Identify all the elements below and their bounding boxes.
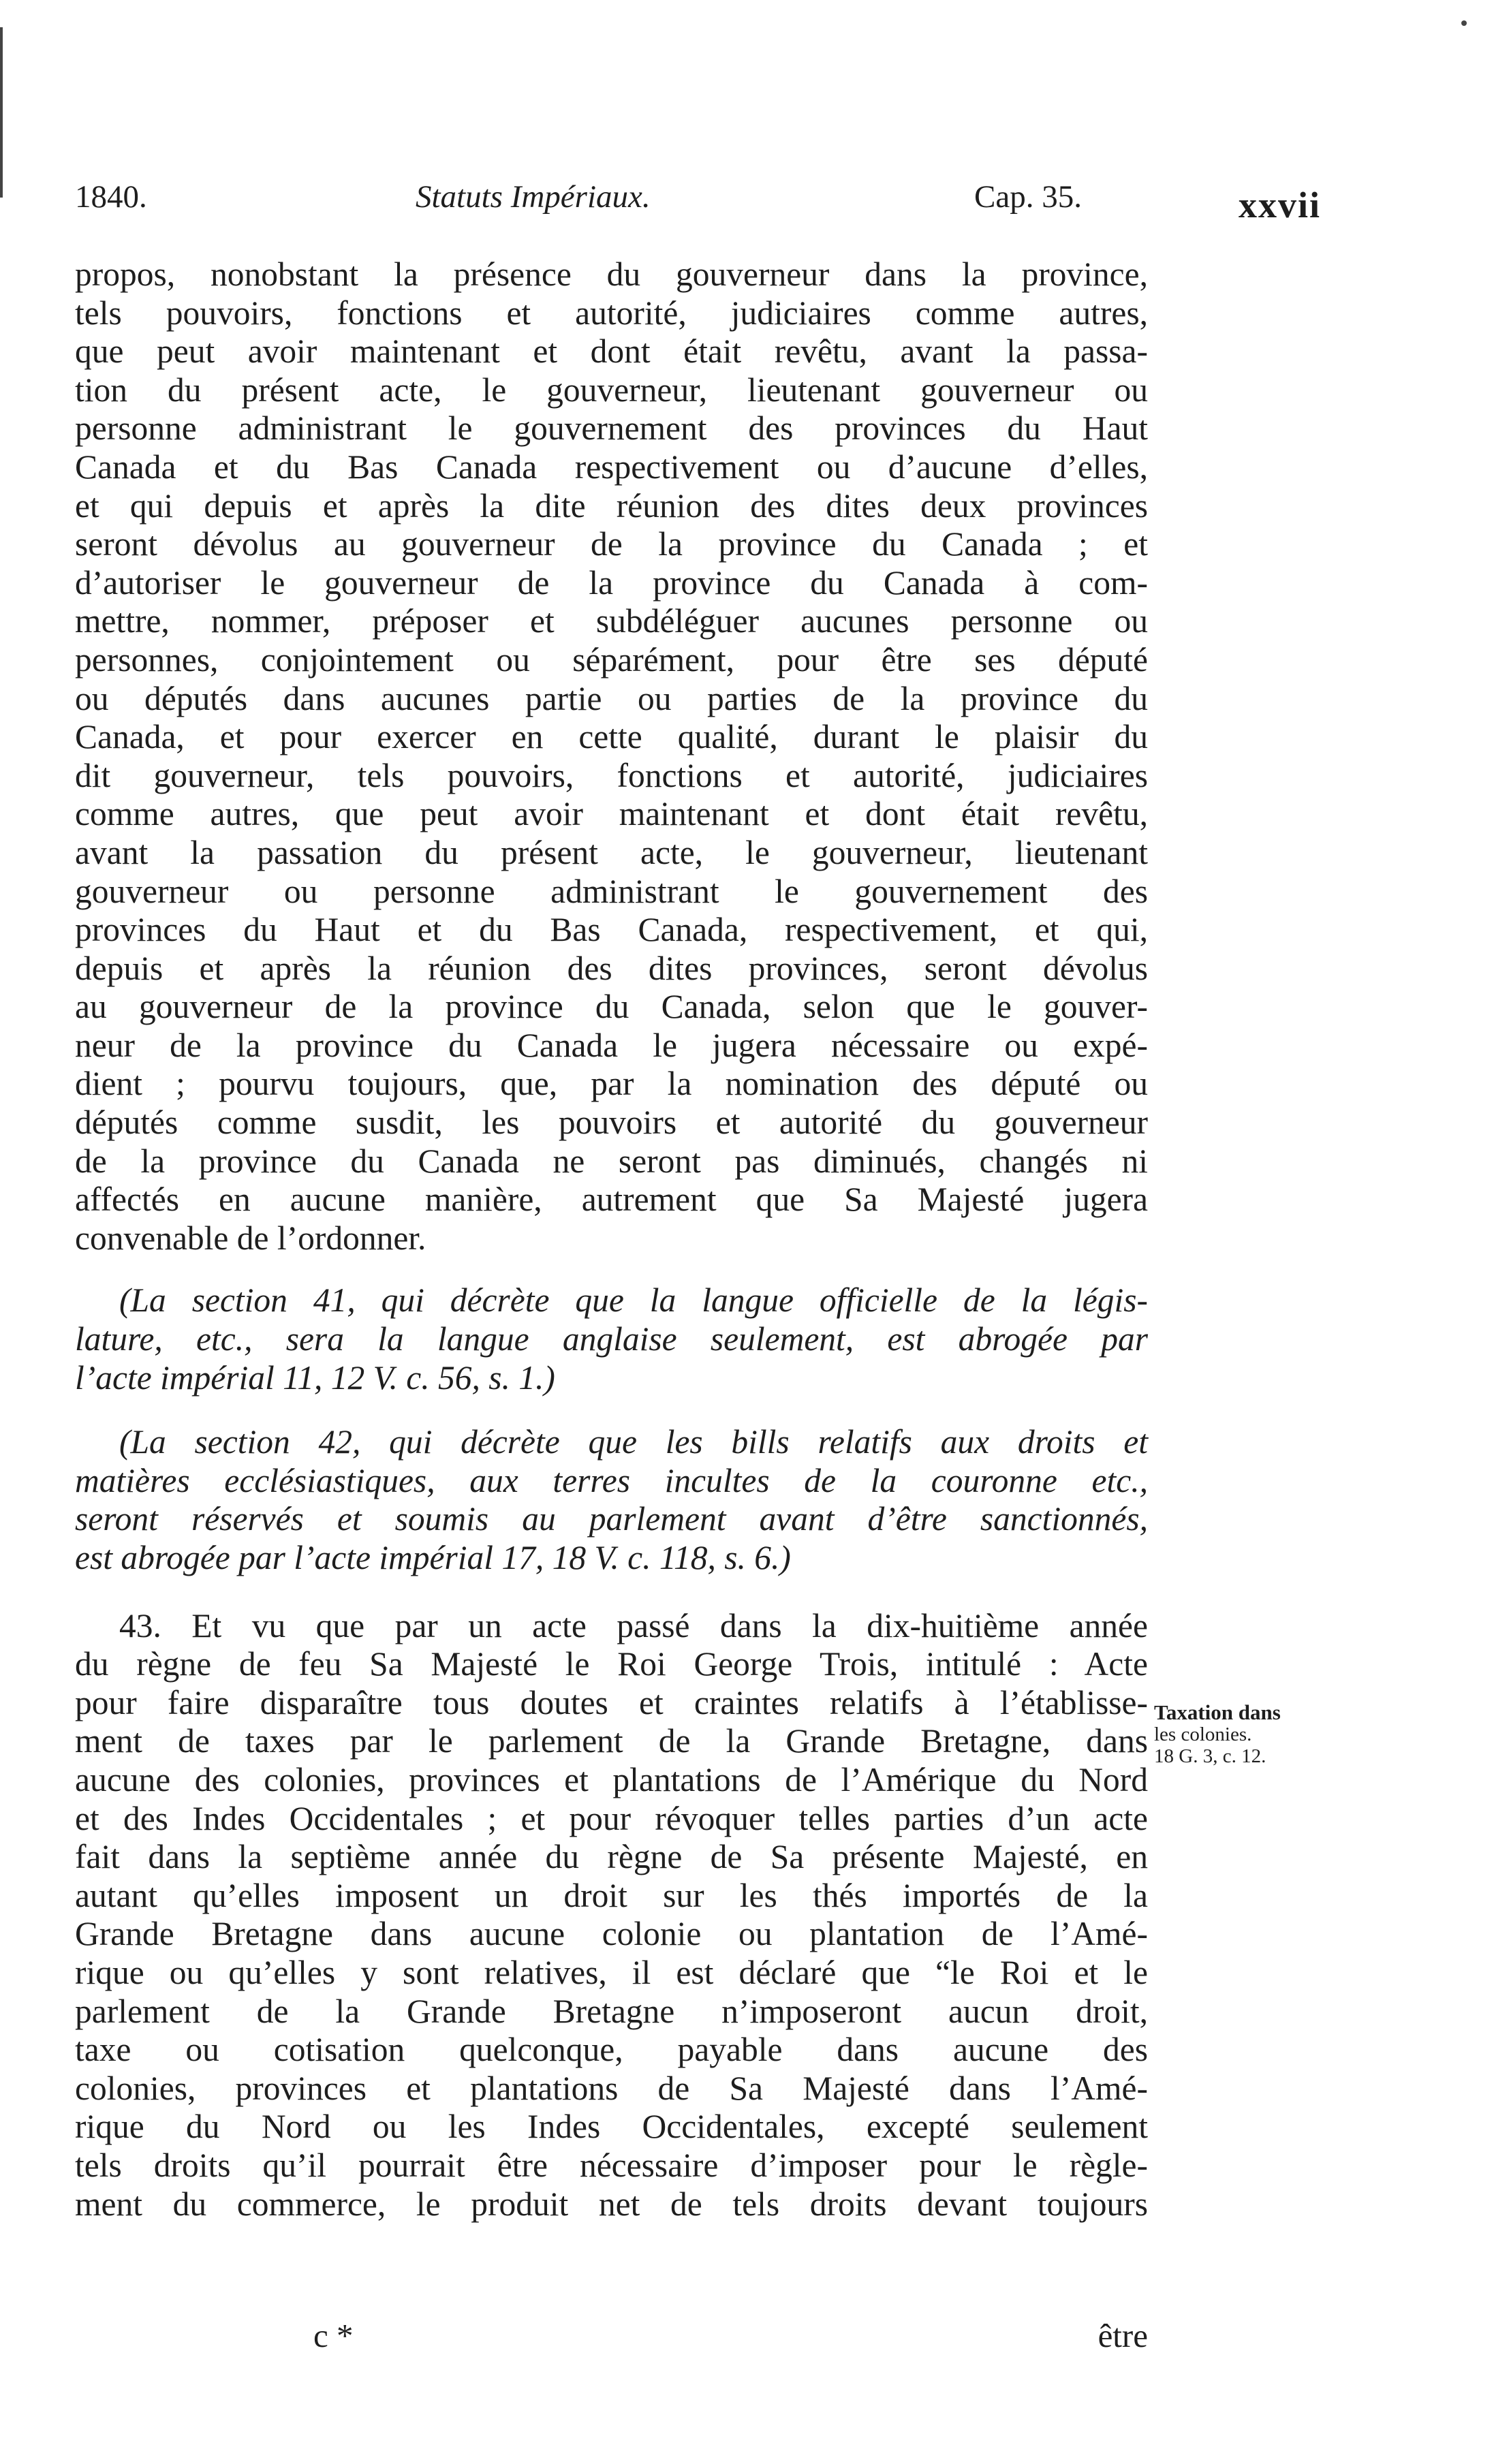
main-paragraph-line: dient ; pourvu toujours, que, par la nomination des député ou bbox=[75, 1065, 1148, 1103]
section-43-line: pour faire disparaître tous doutes et craintes relatifs à l’établisse- bbox=[75, 1683, 1148, 1721]
page-body bbox=[75, 255, 1148, 2224]
margin-note-title: Taxation dans bbox=[1154, 1700, 1281, 1724]
main-paragraph-line: que peut avoir maintenant et dont était revêtu, avant la passa- bbox=[75, 332, 1148, 371]
main-paragraph-line: neur de la province du Canada le jugera nécessaire ou expé- bbox=[75, 1026, 1148, 1064]
main-paragraph-line: provinces du Haut et du Bas Canada, respectivement, et qui, bbox=[75, 911, 1148, 949]
main-paragraph-line: depuis et après la réunion des dites provinces, seront dévolus bbox=[75, 949, 1148, 987]
section-43-line: fait dans la septième année du règne de Sa présente Majesté, en bbox=[75, 1838, 1148, 1876]
section-43-line: ment de taxes par le parlement de la Grande Bretagne, dans bbox=[75, 1722, 1148, 1760]
main-paragraph bbox=[75, 255, 1148, 1258]
note-42-line: seront réservés et soumis au parlement avant d’être sanctionnés, bbox=[75, 1500, 1148, 1538]
main-paragraph-line: de la province du Canada ne seront pas diminués, changés ni bbox=[75, 1142, 1148, 1180]
section-43-line: Grande Bretagne dans aucune colonie ou plantation de l’Amé- bbox=[75, 1915, 1148, 1953]
section-43-line: parlement de la Grande Bretagne n’imposeront aucun droit, bbox=[75, 1992, 1148, 2030]
main-paragraph-line: tels pouvoirs, fonctions et autorité, judiciaires comme autres, bbox=[75, 294, 1148, 332]
main-paragraph-line: tion du présent acte, le gouverneur, lieutenant gouverneur ou bbox=[75, 371, 1148, 409]
main-paragraph-line: ou députés dans aucunes partie ou parties de la province du bbox=[75, 679, 1148, 717]
main-paragraph-line: affectés en aucune manière, autrement que Sa Majesté jugera bbox=[75, 1181, 1148, 1219]
header-chapter: Cap. 35. bbox=[974, 179, 1082, 215]
signature-mark: c * bbox=[313, 2317, 354, 2354]
section-43-line: et des Indes Occidentales ; et pour révoquer telles parties d’un acte bbox=[75, 1799, 1148, 1837]
main-paragraph-line: gouverneur ou personne administrant le gouvernement des bbox=[75, 872, 1148, 910]
main-paragraph-line: personnes, conjointement ou séparément, pour être ses député bbox=[75, 640, 1148, 679]
section-43-line: autant qu’elles imposent un droit sur les thés importés de la bbox=[75, 1876, 1148, 1914]
page-number: xxvii bbox=[1239, 185, 1322, 225]
section-43-line: du règne de feu Sa Majesté le Roi George Trois, intitulé : Acte bbox=[75, 1645, 1148, 1683]
main-paragraph-line: personne administrant le gouvernement des provinces du Haut bbox=[75, 409, 1148, 448]
note-42-line: (La section 42, qui décrète que les bills relatifs aux droits et bbox=[119, 1423, 1148, 1461]
page-footer bbox=[75, 2316, 1148, 2357]
main-paragraph-line: avant la passation du présent acte, le gouverneur, lieutenant bbox=[75, 833, 1148, 871]
main-paragraph-line: députés comme susdit, les pouvoirs et autorité du gouverneur bbox=[75, 1104, 1148, 1142]
margin-note bbox=[1154, 1702, 1331, 1767]
section-43-line: taxe ou cotisation quelconque, payable dans aucune des bbox=[75, 2031, 1148, 2069]
header-year: 1840. bbox=[75, 179, 147, 215]
main-paragraph-line: Canada et du Bas Canada respectivement ou d’aucune d’elles, bbox=[75, 448, 1148, 486]
section-43-line: tels droits qu’il pourrait être nécessaire d’imposer pour le règle- bbox=[75, 2146, 1148, 2184]
main-paragraph-line: convenable de l’ordonner. bbox=[75, 1219, 426, 1257]
note-section-42 bbox=[75, 1423, 1148, 1577]
note-42-line: matières ecclésiastiques, aux terres incultes de la couronne etc., bbox=[75, 1461, 1148, 1499]
section-43-line: ment du commerce, le produit net de tels droits devant toujours bbox=[75, 2185, 1148, 2223]
section-43-line: rique ou qu’elles y sont relatives, il est déclaré que “le Roi et le bbox=[75, 1953, 1148, 1991]
scan-edge-mark bbox=[0, 27, 3, 198]
note-41-line: (La section 41, qui décrète que la langue officielle de la légis- bbox=[119, 1281, 1148, 1320]
main-paragraph-line: propos, nonobstant la présence du gouverneur dans la province, bbox=[75, 255, 1148, 293]
header-title: Statuts Impériaux. bbox=[416, 179, 651, 215]
catchword: être bbox=[1098, 2317, 1148, 2354]
section-43-line: aucune des colonies, provinces et plantations de l’Amérique du Nord bbox=[75, 1760, 1148, 1798]
main-paragraph-line: au gouverneur de la province du Canada, selon que le gouver- bbox=[75, 988, 1148, 1026]
main-paragraph-line: comme autres, que peut avoir maintenant et dont était revêtu, bbox=[75, 795, 1148, 833]
running-header bbox=[75, 178, 1145, 233]
note-section-41 bbox=[75, 1281, 1148, 1397]
main-paragraph-line: seront dévolus au gouverneur de la province du Canada ; et bbox=[75, 525, 1148, 563]
note-41-line: l’acte impérial 11, 12 V. c. 56, s. 1.) bbox=[75, 1358, 555, 1397]
main-paragraph-line: Canada, et pour exercer en cette qualité, durant le plaisir du bbox=[75, 718, 1148, 756]
main-paragraph-line: dit gouverneur, tels pouvoirs, fonctions et autorité, judiciaires bbox=[75, 756, 1148, 794]
section-43-line: colonies, provinces et plantations de Sa Majesté dans l’Amé- bbox=[75, 2069, 1148, 2107]
scan-corner-dot bbox=[1461, 20, 1467, 26]
note-41-line: lature, etc., sera la langue anglaise seulement, est abrogée par bbox=[75, 1320, 1148, 1358]
margin-note-subtitle: les colonies. bbox=[1154, 1724, 1252, 1745]
main-paragraph-line: mettre, nommer, préposer et subdéléguer aucunes personne ou bbox=[75, 602, 1148, 640]
section-43-line: 43. Et vu que par un acte passé dans la dix-huitième année bbox=[119, 1606, 1148, 1644]
section-43 bbox=[75, 1607, 1148, 2224]
margin-note-reference: 18 G. 3, c. 12. bbox=[1154, 1745, 1266, 1767]
main-paragraph-line: et qui depuis et après la dite réunion des dites deux provinces bbox=[75, 486, 1148, 525]
main-paragraph-line: d’autoriser le gouverneur de la province du Canada à com- bbox=[75, 563, 1148, 602]
note-42-line: est abrogée par l’acte impérial 17, 18 V. c. 118, s. 6.) bbox=[75, 1539, 791, 1576]
section-43-line: rique du Nord ou les Indes Occidentales, excepté seulement bbox=[75, 2108, 1148, 2146]
